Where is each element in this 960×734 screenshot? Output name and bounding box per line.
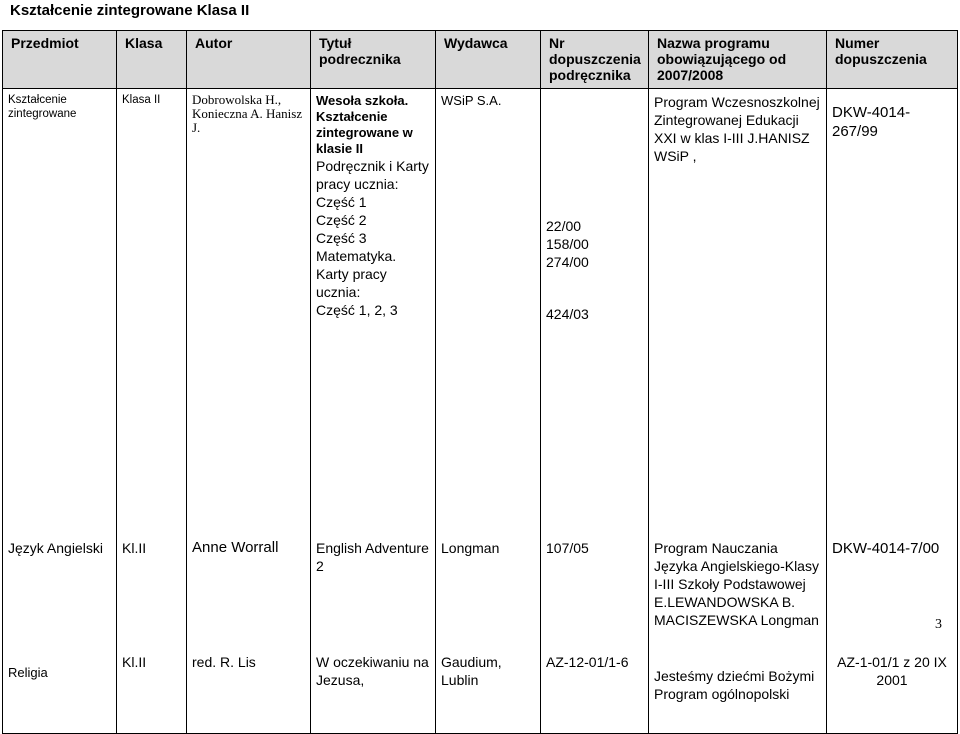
cell-program-number: DKW-4014-7/00 xyxy=(827,537,958,651)
cell-program-number: AZ-1-01/1 z 20 IX 2001 xyxy=(827,651,958,734)
textbook-table xyxy=(2,30,958,734)
table-row xyxy=(3,537,958,651)
page-number: 3 xyxy=(935,617,942,632)
title-line: Matematyka. Karty pracy ucznia: xyxy=(316,248,397,300)
approval-line: 274/00 xyxy=(546,254,589,270)
title-line: Kształcenie zintegrowane w klasie II xyxy=(316,109,413,156)
title-line: Część 3 xyxy=(316,230,367,246)
header-title: Tytuł podrecznika xyxy=(311,31,436,89)
cell-class: Klasa II xyxy=(117,89,187,538)
cell-subject: Język Angielski xyxy=(3,537,117,651)
cell-class: Kl.II xyxy=(117,651,187,734)
cell-author: red. R. Lis xyxy=(187,651,311,734)
cell-author: Anne Worrall xyxy=(187,537,311,651)
approval-line: 158/00 xyxy=(546,236,589,252)
page-title: Kształcenie zintegrowane Klasa II xyxy=(10,2,250,19)
cell-publisher: WSiP S.A. xyxy=(436,89,541,538)
cell-publisher: Gaudium, Lublin xyxy=(436,651,541,734)
cell-title: English Adventure 2 xyxy=(311,537,436,651)
cell-approval-number: AZ-12-01/1-6 xyxy=(541,651,649,734)
header-class: Klasa xyxy=(117,31,187,89)
cell-title: W oczekiwaniu na Jezusa, xyxy=(311,651,436,734)
cell-approval-number: 107/05 xyxy=(541,537,649,651)
cell-class: Kl.II xyxy=(117,537,187,651)
cell-program: Program Nauczania Języka Angielskiego-Klasy I-III Szkoły Podstawowej E.LEWANDOWSKA B. MACISZEWSKA Longman xyxy=(649,537,827,651)
header-program-number: Numer dopuszczenia xyxy=(827,31,958,89)
cell-subject: Religia xyxy=(3,651,117,734)
header-author: Autor xyxy=(187,31,311,89)
title-line: Część 1 xyxy=(316,194,367,210)
cell-program: Jesteśmy dziećmi Bożymi Program ogólnopolski xyxy=(649,651,827,734)
cell-program-number: DKW-4014-267/99 xyxy=(827,89,958,538)
cell-title xyxy=(311,89,436,538)
table-row xyxy=(3,89,958,538)
title-line: Podręcznik i Karty pracy ucznia: xyxy=(316,158,429,192)
header-approval-number: Nr dopuszczenia podręcznika xyxy=(541,31,649,89)
approval-line: 22/00 xyxy=(546,218,582,234)
title-line: Część 2 xyxy=(316,212,367,228)
header-publisher: Wydawca xyxy=(436,31,541,89)
title-line: Część 1, 2, 3 xyxy=(316,302,398,318)
cell-subject: Kształcenie zintegrowane xyxy=(3,89,117,538)
table-header-row xyxy=(3,31,958,89)
cell-approval-number xyxy=(541,89,649,538)
cell-publisher: Longman xyxy=(436,537,541,651)
table-row xyxy=(3,651,958,734)
approval-line: 424/03 xyxy=(546,306,589,322)
cell-author: Dobrowolska H., Konieczna A. Hanisz J. xyxy=(187,89,311,538)
title-line: Wesoła szkoła. xyxy=(316,93,409,108)
cell-program: Program Wczesnoszkolnej Zintegrowanej Edukacji XXI w klas I-III J.HANISZ WSiP , xyxy=(649,89,827,538)
header-program: Nazwa programu obowiązującego od 2007/2008 xyxy=(649,31,827,89)
header-subject: Przedmiot xyxy=(3,31,117,89)
